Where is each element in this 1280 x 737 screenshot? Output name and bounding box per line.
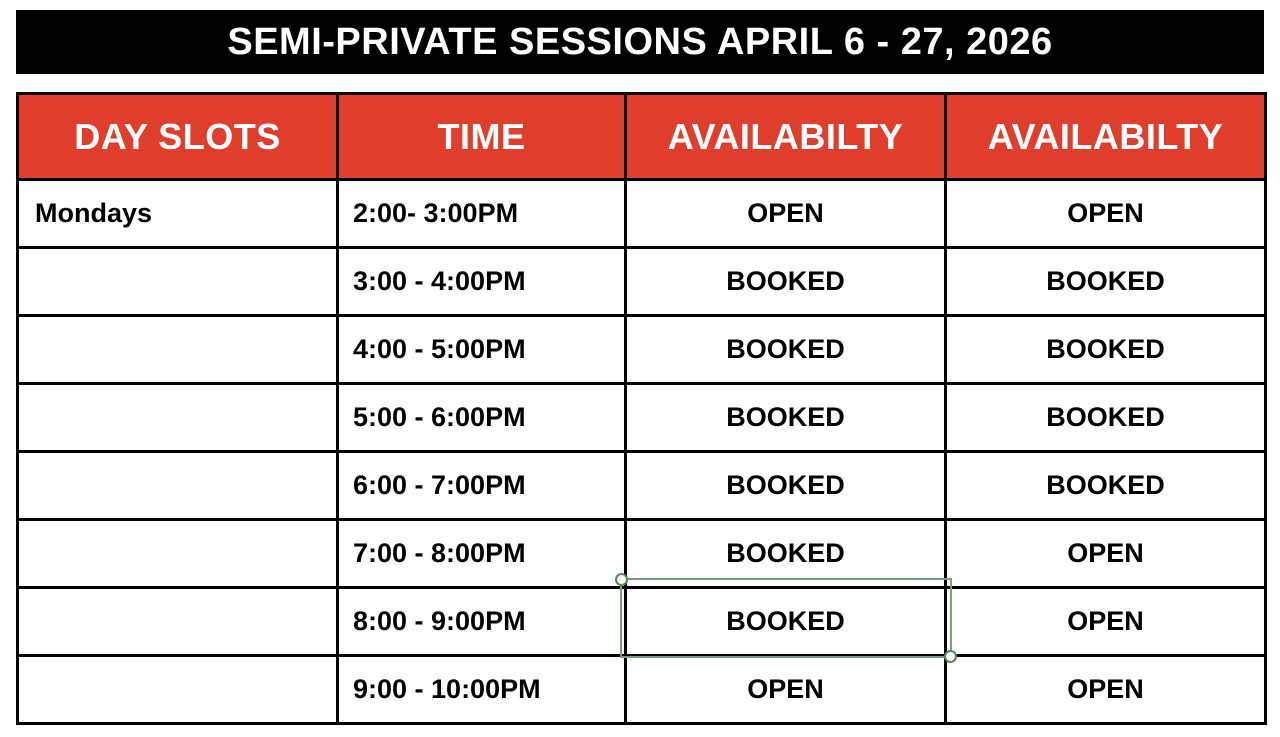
availability-cell-1[interactable]: BOOKED	[626, 452, 946, 520]
day-cell	[18, 656, 338, 724]
availability-cell-1[interactable]: OPEN	[626, 656, 946, 724]
table-row	[18, 588, 1266, 656]
availability-cell-2[interactable]: BOOKED	[946, 316, 1266, 384]
day-cell	[18, 248, 338, 316]
availability-cell-2[interactable]: OPEN	[946, 588, 1266, 656]
time-cell: 3:00 - 4:00PM	[338, 248, 626, 316]
availability-cell-2[interactable]: BOOKED	[946, 384, 1266, 452]
day-cell: Mondays	[18, 180, 338, 248]
day-cell	[18, 588, 338, 656]
table-body	[18, 180, 1266, 724]
availability-cell-1[interactable]: BOOKED	[626, 384, 946, 452]
table-row	[18, 180, 1266, 248]
availability-cell-1[interactable]: BOOKED	[626, 316, 946, 384]
time-cell: 6:00 - 7:00PM	[338, 452, 626, 520]
availability-cell-1[interactable]: BOOKED	[626, 248, 946, 316]
table-row	[18, 452, 1266, 520]
time-cell: 4:00 - 5:00PM	[338, 316, 626, 384]
schedule-table	[16, 92, 1267, 725]
availability-cell-1[interactable]: OPEN	[626, 180, 946, 248]
time-cell: 9:00 - 10:00PM	[338, 656, 626, 724]
day-cell	[18, 384, 338, 452]
day-cell	[18, 316, 338, 384]
table-row	[18, 316, 1266, 384]
page-title: SEMI-PRIVATE SESSIONS APRIL 6 - 27, 2026	[227, 20, 1053, 63]
availability-cell-1-selected[interactable]: BOOKED	[626, 588, 946, 656]
column-header-availability-1: AVAILABILTY	[626, 94, 946, 180]
table-header-row	[18, 94, 1266, 180]
availability-cell-2[interactable]: OPEN	[946, 520, 1266, 588]
table-row	[18, 384, 1266, 452]
availability-cell-2[interactable]: BOOKED	[946, 248, 1266, 316]
table-row	[18, 520, 1266, 588]
column-header-time: TIME	[338, 94, 626, 180]
column-header-availability-2: AVAILABILTY	[946, 94, 1266, 180]
table-row	[18, 656, 1266, 724]
availability-cell-2[interactable]: OPEN	[946, 180, 1266, 248]
time-cell: 7:00 - 8:00PM	[338, 520, 626, 588]
title-banner	[16, 10, 1264, 74]
time-cell: 5:00 - 6:00PM	[338, 384, 626, 452]
day-cell	[18, 452, 338, 520]
column-header-day-slots: DAY SLOTS	[18, 94, 338, 180]
time-cell: 8:00 - 9:00PM	[338, 588, 626, 656]
day-cell	[18, 520, 338, 588]
table-row	[18, 248, 1266, 316]
time-cell: 2:00- 3:00PM	[338, 180, 626, 248]
availability-cell-2[interactable]: OPEN	[946, 656, 1266, 724]
availability-cell-1[interactable]: BOOKED	[626, 520, 946, 588]
availability-cell-2[interactable]: BOOKED	[946, 452, 1266, 520]
